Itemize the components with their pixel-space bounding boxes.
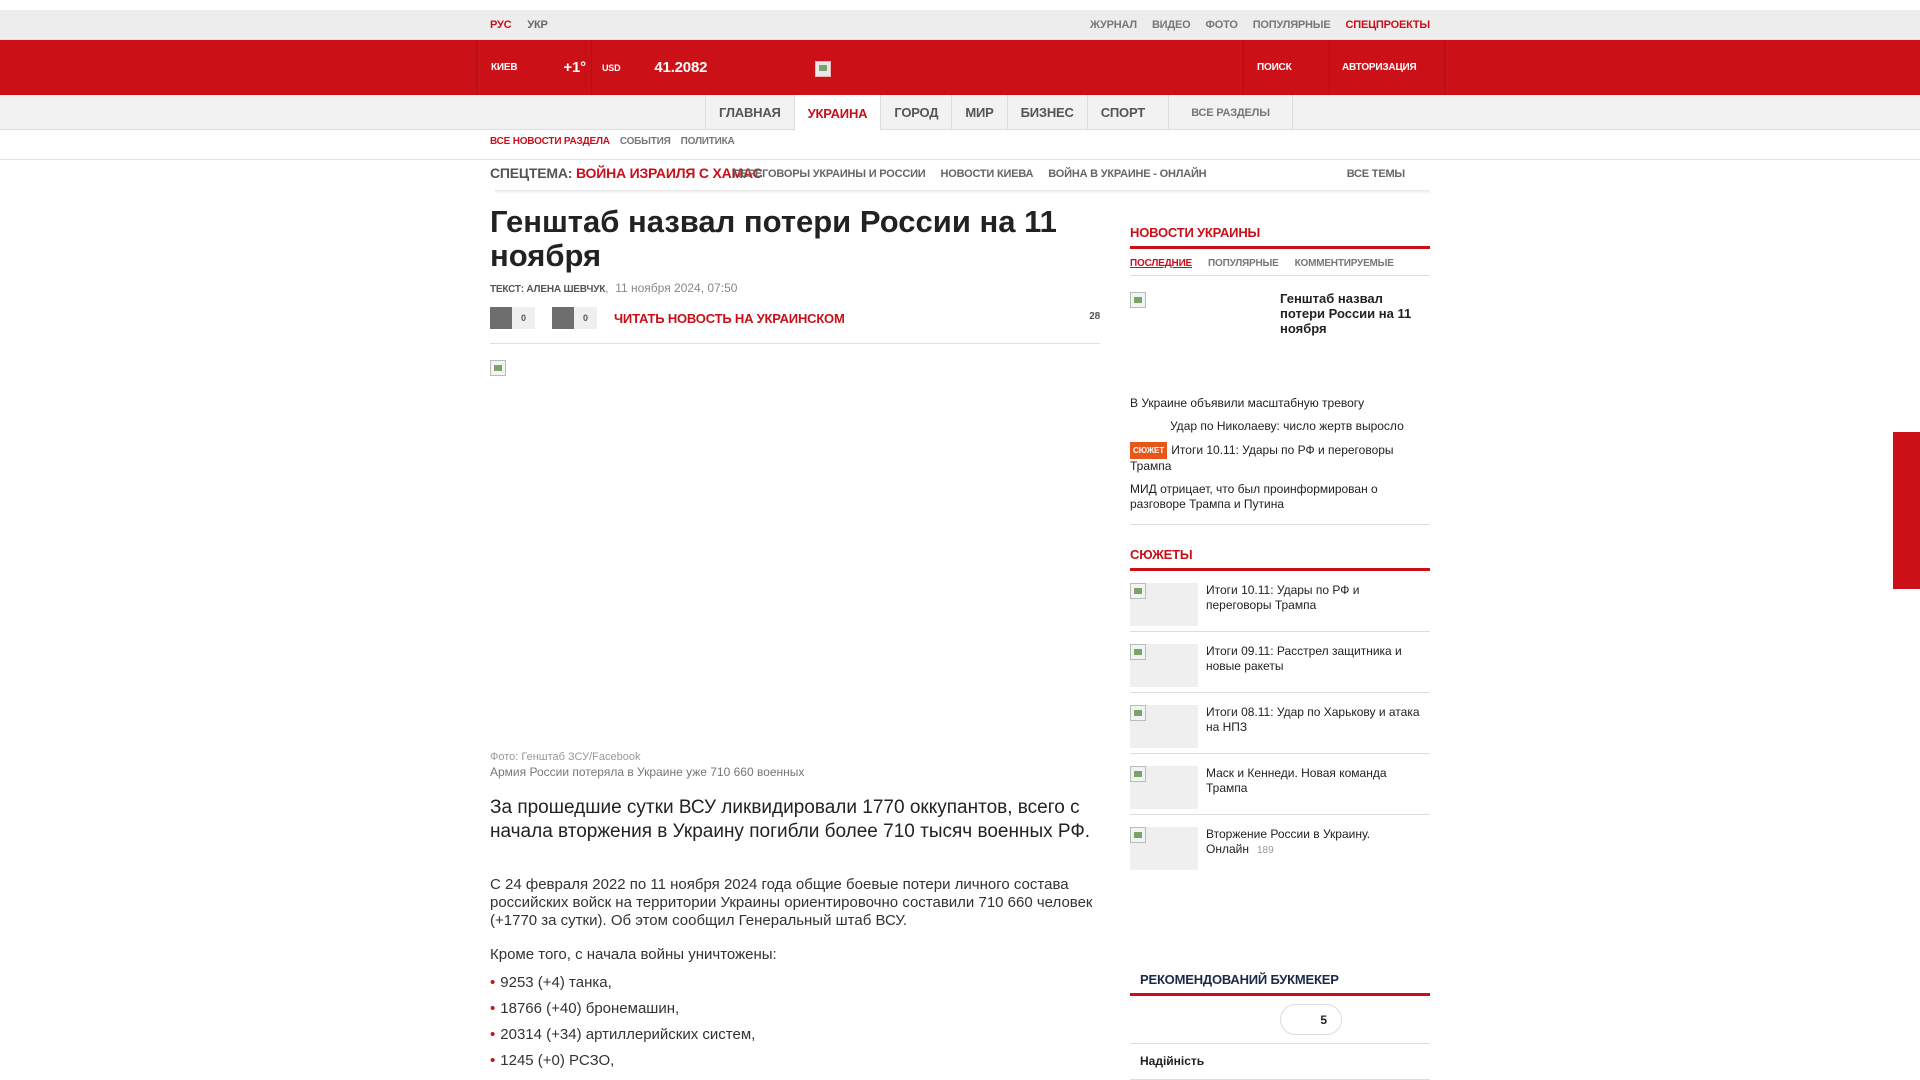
special-topic-link[interactable]: ВОЙНА ИЗРАИЛЯ С ХАМАС [575,165,763,181]
nav-business[interactable]: БИЗНЕС [1007,95,1087,130]
sidebar-tabs [1130,249,1430,276]
topic-links [733,168,1206,180]
story-comment-count: 189 [1256,845,1274,856]
story-title: Итоги 08.11: Удар по Харькову и атака на НПЗ [1206,705,1420,734]
tab-commented[interactable]: КОММЕНТИРУЕМЫЕ [1294,258,1394,269]
currency-rate: 41.2082 [654,59,708,76]
list-item: • 1245 (+0) РСЗО, [490,1052,615,1069]
top-utility-bar [0,10,1920,40]
news-item[interactable]: Удар по Николаеву: число жертв выросло [1170,419,1404,433]
story-badge: СЮЖЕТ [1130,442,1167,459]
story-title: Вторжение России в Украину. Онлайн 189 [1206,827,1371,856]
article-header [490,205,1100,331]
temperature: +1° [563,59,586,76]
image-icon [1130,644,1146,660]
article-image-icon [490,360,506,376]
story-item[interactable] [1130,754,1430,815]
auth-button[interactable] [1329,40,1445,95]
story-item[interactable] [1130,571,1430,632]
story-thumbnail [1130,827,1198,870]
facebook-icon [490,307,512,329]
all-topics-link[interactable]: ВСЕ ТЕМЫ [1346,168,1405,180]
photo-credit: Фото: Генштаб ЗСУ/Facebook [490,751,641,763]
tab-popular[interactable]: ПОПУЛЯРНЫЕ [1208,258,1279,269]
site-logo-icon[interactable] [815,61,831,77]
spec-bar-shadow [495,190,1430,194]
sidebar [1130,225,1430,876]
subnav-events[interactable]: СОБЫТИЯ [619,136,671,147]
link-photo[interactable]: ФОТО [1205,19,1238,31]
share-facebook-button[interactable] [490,307,535,329]
share-count: 0 [574,307,597,329]
topic-link[interactable]: ПЕРЕГОВОРЫ УКРАИНЫ И РОССИИ [733,168,926,180]
nav-city[interactable]: ГОРОД [880,95,951,130]
article-meta: ТЕКСТ: АЛЕНА ШЕВЧУК, 11 ноября 2024, 07:50 [490,281,738,295]
nav-all-sections[interactable]: ВСЕ РАЗДЕЛЫ [1168,95,1293,130]
top-links [1090,19,1430,31]
main-nav [0,95,1920,130]
auth-label: АВТОРИЗАЦИЯ [1342,62,1417,73]
search-button[interactable] [1243,40,1329,95]
currency-widget[interactable] [591,40,711,95]
image-icon [1130,583,1146,599]
photo-caption: Армия России потеряла в Украине уже 710 660 военных [490,765,805,779]
list-item: • 18766 (+40) бронемашин, [490,1000,680,1017]
article-lead: За прошедшие сутки ВСУ ликвидировали 1770 оккупантов, всего с начала вторжения в Украину погибли более 710 тысяч военных РФ. [490,797,1091,842]
link-popular[interactable]: ПОПУЛЯРНЫЕ [1252,19,1331,31]
article-paragraph: С 24 февраля 2022 по 11 ноября 2024 года общие боевые потери личного состава российских войск на территории Украины ориентировочно составили 710 660 человек (+1770 за сутки). Об этом сообщил Генеральный штаб ВСУ. [490,876,1093,929]
featured-news-title[interactable]: Генштаб назвал потери России на 11 ноября [1280,291,1412,336]
story-item[interactable] [1130,693,1430,754]
nav-sport[interactable]: СПОРТ [1087,95,1158,130]
article-title: Генштаб назвал потери России на 11 ноября [490,204,1057,273]
link-special-projects[interactable]: СПЕЦПРОЕКТЫ [1345,19,1430,31]
image-icon [1130,827,1146,843]
story-thumbnail [1130,766,1198,809]
site-header [0,40,1920,95]
nav-main[interactable]: ГЛАВНАЯ [705,95,794,130]
story-thumbnail [1130,644,1198,687]
article-date: 11 ноября 2024, 07:50 [615,281,738,295]
losses-list [490,974,755,1078]
article-actions [490,307,1100,331]
story-item[interactable] [1130,632,1430,693]
featured-image-icon [1130,292,1146,308]
news-item[interactable]: В Украине объявили масштабную тревогу [1130,396,1365,410]
story-title: Маск и Кеннеди. Новая команда Трампа [1206,766,1387,795]
story-thumbnail [1130,705,1198,748]
actions-divider [490,343,1100,344]
sidebar-divider [1130,524,1430,525]
story-title: Итоги 10.11: Удары по РФ и переговоры Трампа [1206,583,1360,612]
city-label: КИЕВ [491,62,518,73]
side-feedback-tab[interactable] [1893,432,1920,589]
subnav-all-news[interactable]: ВСЕ НОВОСТИ РАЗДЕЛА [490,136,610,147]
special-topic-label: СПЕЦТЕМА: [490,165,573,181]
list-item: • 20314 (+34) артиллерийских систем, [490,1026,756,1043]
bookmaker-widget [1130,972,1430,1068]
news-list [1130,396,1430,512]
news-item[interactable]: СЮЖЕТ Итоги 10.11: Удары по РФ и переговоры Трампа [1130,443,1394,473]
story-title: Итоги 09.11: Расстрел защитника и новые ракеты [1206,644,1402,673]
reliability-label: Надійність [1140,1054,1205,1068]
topic-link[interactable]: ВОЙНА В УКРАИНЕ - ОНЛАЙН [1048,168,1207,180]
story-item[interactable] [1130,815,1430,876]
weather-widget[interactable] [476,40,591,95]
sidebar-news-heading[interactable]: НОВОСТИ УКРАИНЫ [1130,225,1430,249]
subnav-politics[interactable]: ПОЛИТИКА [680,136,735,147]
nav-world[interactable]: МИР [951,95,1006,130]
link-journal[interactable]: ЖУРНАЛ [1090,19,1137,31]
special-topic [490,165,762,181]
lang-ukr[interactable]: УКР [527,19,548,31]
search-label: ПОИСК [1257,62,1292,73]
share-twitter-button[interactable] [552,307,597,329]
image-icon [1130,766,1146,782]
read-in-ukrainian-link[interactable]: ЧИТАТЬ НОВОСТЬ НА УКРАИНСКОМ [614,311,845,326]
subnav-divider [0,159,1920,160]
news-item[interactable]: МИД отрицает, что был проинформирован о разговоре Трампа и Путина [1130,482,1378,511]
nav-ukraine[interactable]: УКРАИНА [794,95,881,131]
topic-link[interactable]: НОВОСТИ КИЕВА [940,168,1034,180]
featured-news[interactable] [1130,276,1430,396]
list-item: • 9253 (+4) танка, [490,974,612,991]
bookmaker-divider [1130,1043,1430,1044]
article-paragraph: Кроме того, с начала войны уничтожены: [490,946,777,963]
article-author[interactable]: ТЕКСТ: АЛЕНА ШЕВЧУК [490,284,606,295]
currency-label: USD [602,62,621,73]
language-switcher [490,19,548,31]
lang-rus[interactable]: РУС [490,19,512,31]
bookmaker-score[interactable]: 5 [1280,1004,1342,1035]
image-icon [1130,705,1146,721]
comments-count[interactable]: 28 [1089,311,1100,322]
twitter-icon [552,307,574,329]
tab-latest[interactable]: ПОСЛЕДНИЕ [1130,258,1193,269]
share-count: 0 [512,307,535,329]
story-thumbnail [1130,583,1198,626]
stories-heading[interactable]: СЮЖЕТЫ [1130,547,1430,571]
link-video[interactable]: ВИДЕО [1151,19,1191,31]
sub-nav [490,136,735,147]
special-topics-bar [490,164,1430,192]
bookmaker-heading: РЕКОМЕНДОВАНИЙ БУКМЕКЕР [1130,972,1430,996]
